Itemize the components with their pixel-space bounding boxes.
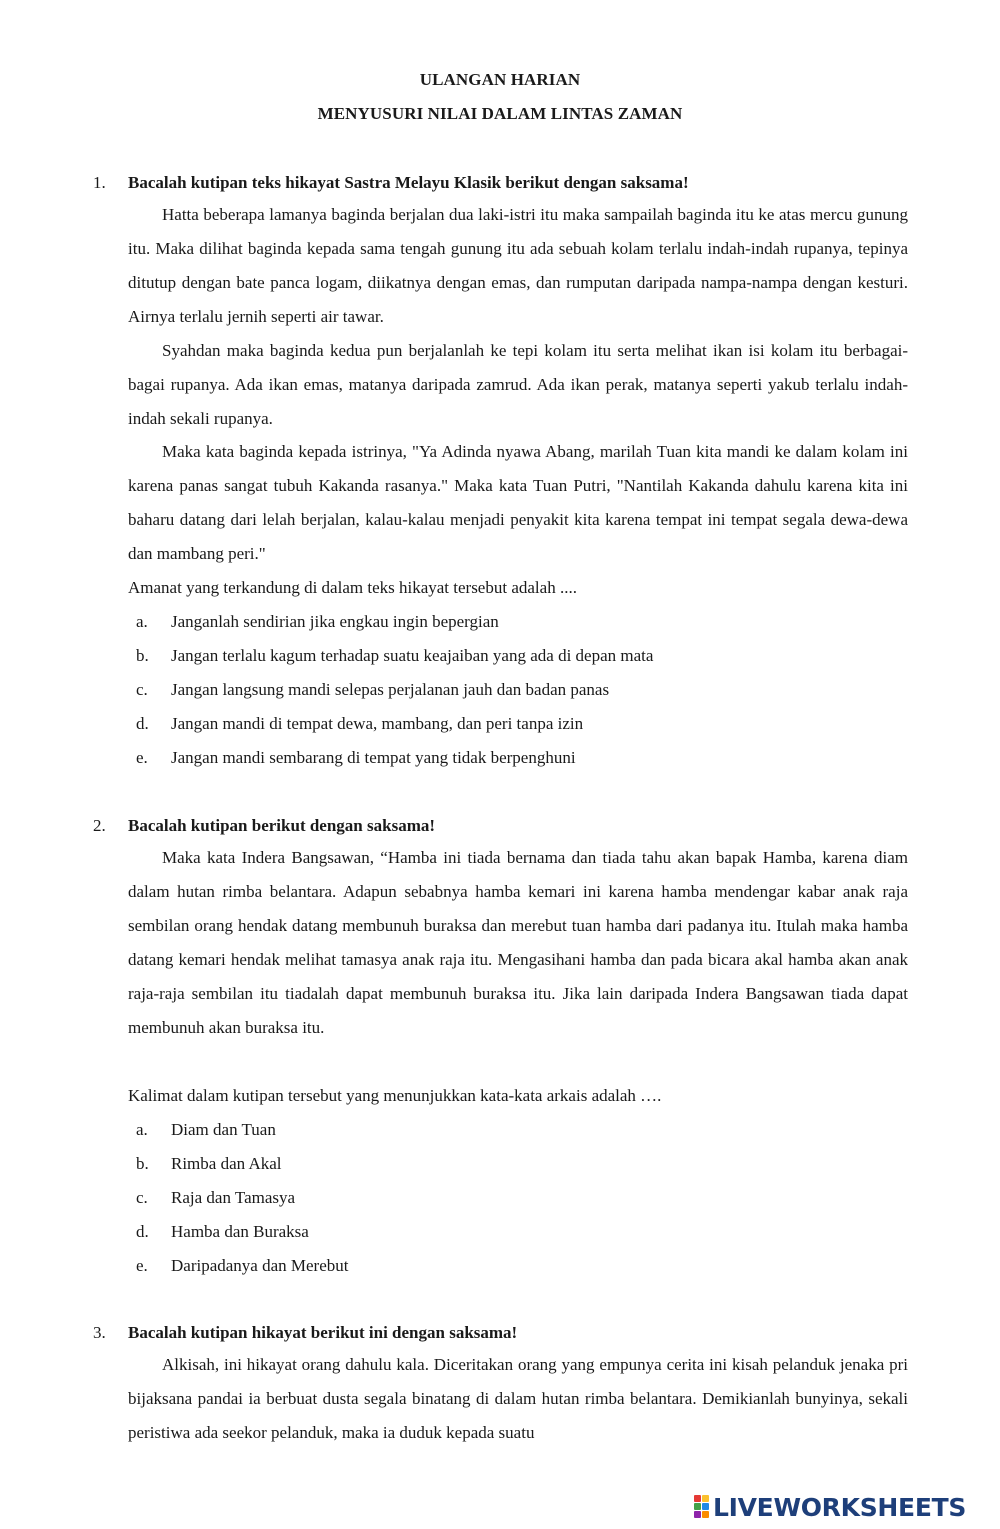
- option-letter: a.: [136, 612, 148, 631]
- question-prompt: Kalimat dalam kutipan tersebut yang menunjukkan kata-kata arkais adalah ….: [128, 1086, 662, 1105]
- option-text: Jangan terlalu kagum terhadap suatu keajaiban yang ada di depan mata: [171, 646, 654, 665]
- option-text: Jangan langsung mandi selepas perjalanan jauh dan badan panas: [171, 680, 610, 699]
- option-letter: c.: [136, 1188, 148, 1207]
- option-letter: e.: [136, 1256, 148, 1275]
- option-letter: d.: [136, 714, 149, 733]
- option-text: Hamba dan Buraksa: [171, 1222, 309, 1241]
- question-number: 2.: [93, 816, 106, 835]
- option-text: Rimba dan Akal: [171, 1154, 282, 1173]
- passage-paragraph: Hatta beberapa lamanya baginda berjalan dua laki-istri itu maka sampailah baginda itu ke atas mercu gunung itu. Maka dilihat baginda kepada sama tengah gunung itu ada sebuah kolam terlalu indah-indah rupanya, tepinya ditutup dengan bate panca logam, diikatnya dengan emas, dan rumputan daripada nampa-nampa dengan kesturi. Airnya terlalu jernih seperti air tawar.: [128, 205, 908, 326]
- option-letter: e.: [136, 748, 148, 767]
- title-line-1: ULANGAN HARIAN: [419, 70, 581, 89]
- option-text: Jangan mandi di tempat dewa, mambang, dan peri tanpa izin: [171, 714, 584, 733]
- question-prompt: Amanat yang terkandung di dalam teks hikayat tersebut adalah ....: [128, 578, 577, 597]
- liveworksheets-logo: [694, 1492, 966, 1522]
- option-text: Jangan mandi sembarang di tempat yang tidak berpenghuni: [171, 748, 576, 767]
- option-text: Raja dan Tamasya: [171, 1188, 296, 1207]
- passage-paragraph: Maka kata Indera Bangsawan, “Hamba ini tiada bernama dan tiada tahu akan bapak Hamba, karena diam dalam hutan rimba belantara. Adapun sebabnya hamba kemari ini karena hamba mendengar kabar anak raja sembilan orang hendak datang membunuh buraksa dan merebut tuan hamba dari padanya itu. Itulah maka hamba datang kemari hendak melihat tamasya anak raja itu. Mengasihani hamba dan pada bicara akal hamba akan anak raja-raja sembilan itu tiadalah dapat membunuh buraksa itu. Jika lain daripada Indera Bangsawan tiada dapat membunuh akan buraksa itu.: [128, 848, 908, 1037]
- option-letter: a.: [136, 1120, 148, 1139]
- liveworksheets-wordmark: LIVEWORKSHEETS: [713, 1492, 967, 1522]
- option-letter: b.: [136, 646, 149, 665]
- option-letter: b.: [136, 1154, 149, 1173]
- question-number: 1.: [93, 173, 106, 192]
- question-heading: Bacalah kutipan teks hikayat Sastra Melayu Klasik berikut dengan saksama!: [128, 173, 689, 192]
- passage-paragraph: Maka kata baginda kepada istrinya, "Ya Adinda nyawa Abang, marilah Tuan kita mandi ke dalam kolam ini karena panas sangat tubuh Kakanda rasanya." Maka kata Tuan Putri, "Nantilah Kakanda dahulu karena kita ini baharu datang dari lelah berjalan, kalau-kalau menjadi penyakit kita karena tempat ini tempat segala dewa-dewa dan mambang peri.": [128, 442, 908, 563]
- option-text: Diam dan Tuan: [171, 1120, 276, 1139]
- option-letter: d.: [136, 1222, 149, 1241]
- question-heading: Bacalah kutipan berikut dengan saksama!: [128, 816, 436, 835]
- question-heading: Bacalah kutipan hikayat berikut ini dengan saksama!: [128, 1323, 518, 1342]
- passage-paragraph: Alkisah, ini hikayat orang dahulu kala. Diceritakan orang yang empunya cerita ini kisah pelanduk jenaka pri bijaksana pandai ia berbuat dusta segala binatang di dalam hutan rimba belantara. Demikianlah bunyinya, sekali peristiwa ada seekor pelanduk, maka ia duduk kepada suatu: [128, 1355, 908, 1442]
- title-line-2: MENYUSURI NILAI DALAM LINTAS ZAMAN: [317, 104, 683, 123]
- liveworksheets-logo-icon: [694, 1495, 710, 1519]
- option-text: Daripadanya dan Merebut: [171, 1256, 349, 1275]
- passage-paragraph: Syahdan maka baginda kedua pun berjalanlah ke tepi kolam itu serta melihat ikan isi kolam itu berbagai-bagai rupanya. Ada ikan emas, matanya daripada zamrud. Ada ikan perak, matanya seperti yakub terlalu indah-indah sekali rupanya.: [128, 341, 908, 428]
- question-number: 3.: [93, 1323, 106, 1342]
- option-text: Janganlah sendirian jika engkau ingin bepergian: [171, 612, 499, 631]
- option-letter: c.: [136, 680, 148, 699]
